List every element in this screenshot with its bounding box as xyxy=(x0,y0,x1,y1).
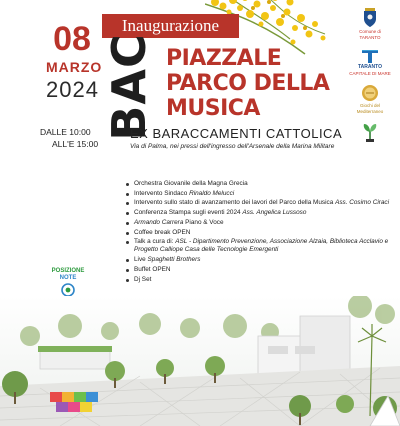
partner-logos xyxy=(350,8,390,150)
program-item: Intervento sullo stato di avanzamento dei lavori del Parco della Musica Ass. Cosimo Ciraci xyxy=(126,199,396,207)
program-item: Conferenza Stampa sugli eventi 2024 Ass. Angelica Lussoso xyxy=(126,209,396,217)
crest-icon xyxy=(362,8,378,28)
title-line-1: PIAZZALE xyxy=(166,46,282,71)
event-program xyxy=(126,180,396,285)
event-title xyxy=(166,46,329,121)
event-day: 08 xyxy=(53,20,91,58)
program-item: Coffee break OPEN xyxy=(126,229,396,237)
program-item: Buffet OPEN xyxy=(126,266,396,274)
program-item: Talk a cura di: ASL - Dipartimento Prevenzione, Associazione Alzaia, Biblioteca Acclavio e Progetto Calliope Casa delle Tecnologie Emergenti xyxy=(126,238,396,254)
event-month: MARZO xyxy=(46,59,103,75)
sponsor-name-line1: POSIZIONE xyxy=(51,268,85,274)
plant-icon xyxy=(361,122,379,142)
bac-acronym xyxy=(99,32,159,141)
event-venue: EX BARACCAMENTI CATTOLICA xyxy=(130,126,343,141)
taranto-capitale-logo xyxy=(350,48,390,76)
program-item: Dj Set xyxy=(126,276,396,284)
giochi-mediterraneo-logo xyxy=(350,84,390,114)
logo-caption: TARANTO xyxy=(359,35,381,40)
event-address: Via di Palma, nei pressi dell'ingresso dell'Arsenale della Marina Militare xyxy=(130,143,335,150)
event-year: 2024 xyxy=(46,77,99,102)
sponsor-name-line2: NOTE xyxy=(59,275,77,281)
inauguration-banner: Inaugurazione xyxy=(102,14,239,38)
program-item: Live Spaghetti Brothers xyxy=(126,256,396,264)
time-end: ALL'E 15:00 xyxy=(52,139,99,149)
time-start: DALLE 10:00 xyxy=(40,127,91,137)
title-line-2: PARCO DELLA xyxy=(166,71,330,96)
program-item: Intervento Sindaco Rinaldo Melucci xyxy=(126,190,396,198)
t-letter-icon xyxy=(361,48,379,64)
plant-logo xyxy=(350,122,390,142)
medal-icon xyxy=(361,84,379,102)
bac-acronym-text: BAC xyxy=(102,32,156,141)
event-time xyxy=(40,126,122,150)
comune-taranto-logo xyxy=(350,8,390,40)
program-item: Orchestra Giovanile della Magna Grecia xyxy=(126,180,396,188)
logo-caption: CAPITALE DI MARE xyxy=(349,71,391,76)
logo-caption: TARANTO xyxy=(358,64,382,70)
park-rendering-illustration xyxy=(0,296,400,426)
logo-caption: Mediterraneo xyxy=(356,109,384,114)
title-line-3: MUSICA xyxy=(166,96,260,121)
logo-caption: Giochi del xyxy=(359,103,380,108)
event-date xyxy=(46,20,103,103)
logo-caption: Comune di xyxy=(359,29,381,34)
program-item: Armando Carrera Piano & Voce xyxy=(126,219,396,227)
